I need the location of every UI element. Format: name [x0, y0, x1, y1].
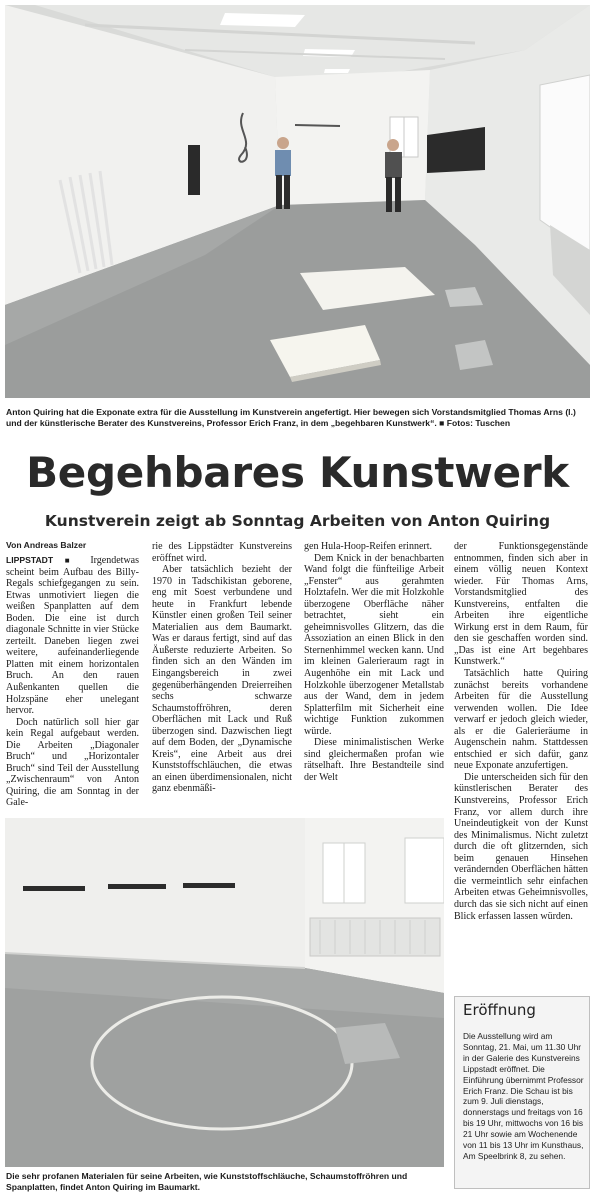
article-paragraph: rie des Lippstädter Kunstvereins eröffnet wird.	[152, 541, 292, 564]
headline: Begehbares Kunstwerk	[26, 448, 569, 497]
article-column-1	[6, 555, 139, 809]
article-paragraph: Dem Knick in der benachbarten Wand folgt die fünfteilige Arbeit „Fenster“ aus gerahmten Holztafeln. Wer die mit Holzkohle überzogene Oberfläche näher betrachtet, sieht ein geheimnisvolles Glitzern, das die Assoziation an einen Blick in den Sternenhimmel wecken kann. Und im kleinen Galerieraum ragt in Augenhöhe ein mit Lack und Holzkohle überzogener Metallstab aus der Wand, dem in jedem Splatterfilm mit Sicherheit eine wichtige Funktion zukommen würde.	[304, 552, 444, 737]
info-box-text: Die Ausstellung wird am Sonntag, 21. Mai, um 11.30 Uhr in der Galerie des Kunstvereins Lippstadt eröffnet. Die Einführung übernimmt Professor Erich Franz. Die Schau ist bis zum 9. Juli dienstags, donnerstags und freitags von 16 bis 19 Uhr, mittwochs von 16 bis 21 Uhr sowie am Wochenende von 11 bis 13 Uhr im Kunsthaus, Am Speelbrink 8, zu sehen.	[463, 1031, 584, 1161]
article-column-4	[454, 541, 588, 922]
article-paragraph: gen Hula-Hoop-Reifen erinnert.	[304, 541, 433, 552]
article-column-2	[152, 541, 292, 795]
article-paragraph: Aber tatsächlich bezieht der 1970 in Tadschikistan geborene, eng mit Soest verbundene und heute in Frankfurt lebende Künstler einen großen Teil seiner Materialien aus dem Baumarkt. Was er daraus fertigt, sind auf das Äußerste reduzierte Arbeiten. So finden sich an den Wänden im Eingangsbereich in zwei gegenüberhängenden Dreierreihen sechs schwarze Schaumstoffröhren, deren Oberflächen mit Lack und Ruß überzogen sind. Dazwischen liegt auf dem Boden, der „Dynamische Kreis“, eine Arbeit aus drei Kunststoffschläuchen, die etwas an einen überdimensionalen, nicht ganz ebenmäßi-	[152, 564, 292, 795]
article-paragraph: der Funktionsgegenstände entnommen, finden sich aber in einem völlig neuen Kontext wieder. Für Thomas Arns, Vorstandsmitglied des Kunstvereins, entfalten die Arbeiten ihre eigentliche Wirkung erst in dem Raum, für den sie geschaffen worden sind. „Das ist eine Art begehbares Kunstwerk.“	[454, 541, 588, 668]
article-paragraph: Doch natürlich soll hier gar kein Regal aufgebaut werden. Die Arbeiten „Diagonaler Bruch“ und „Horizontaler Bruch“ sind Teil der Ausstellung „Zwischenraum“ von Anton Quiring, die am Sonntag in der Gale-	[6, 716, 139, 809]
author-byline: Von Andreas Balzer	[6, 540, 87, 550]
article-paragraph: LIPPSTADT ■ Irgendetwas scheint beim Aufbau des Billy-Regals schiefgegangen zu sein. Etwas unmotiviert liegen die weißen Spanplatten auf dem Boden. Die eine ist durch diagonale Schnitte in vier Stücke zerteilt. Daneben liegen zwei weitere, aufeinanderliegende Platten mit einem horizontalen Bruch. An den rauen Außenkanten quellen die Holzspäne eher unelegant hervor.	[6, 555, 139, 717]
subheadline: Kunstverein zeigt ab Sonntag Arbeiten von Anton Quiring	[44, 512, 551, 530]
article-paragraph: Tatsächlich hatte Quiring zunächst bereits vorhandene Arbeiten für die Ausstellung verwenden wollen. Die Idee verwarf er jedoch gleich wieder, als er die Galerieräume in Augenschein nahm. Stattdessen entschied er sich dafür, ganz neue Exponate anzufertigen.	[454, 668, 588, 772]
info-box-title: Eröffnung	[463, 1001, 536, 1019]
article-paragraph: Die unterscheiden sich für den künstlerischen Berater des Kunstvereins, Professor Erich Franz, vor allem durch ihre Uneindeutigkeit von der Kunst des Minimalismus. Nicht zuletzt durch die oft glitzernden, sich beim genauen Hinsehen verändernden Oberflächen hätten die vermeintlich sehr einfachen Arbeiten etwas Geheimnisvolles, durch das sie sich nicht auf einen Blick erfassen lassen würden.	[454, 771, 588, 922]
info-box	[454, 996, 590, 1189]
gallery-photo-top	[5, 5, 590, 398]
article-paragraph: Diese minimalistischen Werke sind gleichermaßen profan wie rätselhaft. Ihre Bestandteile sind der Welt	[304, 737, 444, 783]
photo-caption-top: Anton Quiring hat die Exponate extra für die Ausstellung im Kunstverein angefertigt. Hier bewegen sich Vorstandsmitglied Thomas Arns (l.) und der künstlerische Berater des Kunstvereins, Professor Erich Franz, in dem „begehbaren Kunstwerk“. ■ Fotos: Tuschen	[6, 407, 576, 429]
dateline: LIPPSTADT	[6, 555, 54, 565]
article-column-3	[304, 541, 444, 783]
dateline-marker: ■	[64, 556, 79, 565]
gallery-photo-bottom	[5, 818, 444, 1167]
photo-caption-bottom: Die sehr profanen Materialen für seine Arbeiten, wie Kunststoffschläuche, Schaumstoffröhren und Spanplatten, findet Anton Quiring im Baumarkt.	[6, 1171, 408, 1193]
